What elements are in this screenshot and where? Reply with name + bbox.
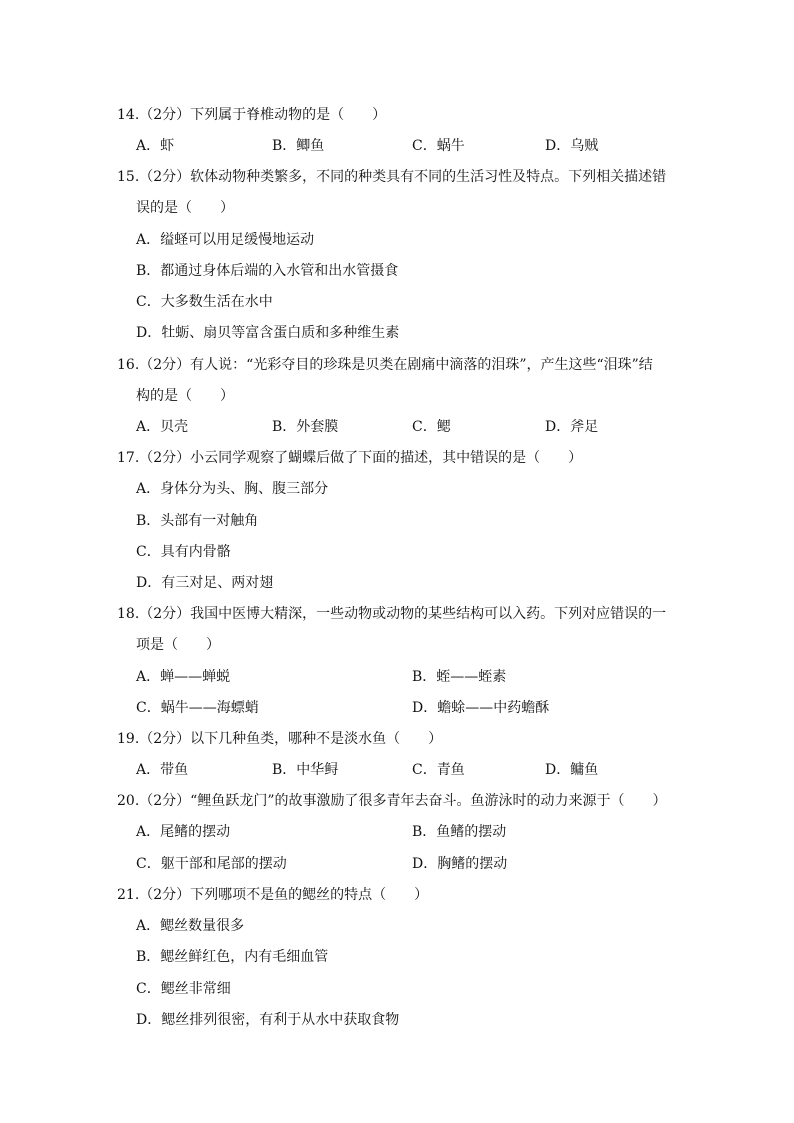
question-14-title: 14.（2分）下列属于脊椎动物的是（ ） <box>117 107 387 123</box>
question-18-title: 18.（2分）我国中医博大精深，一些动物或动物的某些结构可以入药。下列对应错误的一 <box>117 606 667 622</box>
question-17-option-c[interactable]: C．具有内骨骼 <box>136 544 231 560</box>
question-15-option-a[interactable]: A．缢蛏可以用足缓慢地运动 <box>136 232 315 248</box>
question-21-option-c[interactable]: C．鳃丝非常细 <box>136 981 231 997</box>
question-21-title: 21.（2分）下列哪项不是鱼的鳃丝的特点（ ） <box>117 887 429 903</box>
question-20-option-d[interactable]: D．胸鳍的摆动 <box>412 856 508 872</box>
question-20-option-b[interactable]: B．鱼鳍的摆动 <box>412 824 507 840</box>
question-14-option-a[interactable]: A．虾 <box>136 138 175 154</box>
question-15-option-b[interactable]: B．都通过身体后端的入水管和出水管摄食 <box>136 263 399 279</box>
question-15-title: 15.（2分）软体动物种类繁多，不同的种类具有不同的生活习性及特点。下列相关描述错 <box>117 169 667 185</box>
question-20-option-c[interactable]: C．躯干部和尾部的摆动 <box>136 856 287 872</box>
question-18-option-a[interactable]: A．蝉——蝉蜕 <box>136 669 231 685</box>
question-14-option-d[interactable]: D．乌贼 <box>545 138 599 154</box>
question-18-title-cont: 项是（ ） <box>136 637 220 653</box>
question-16-option-d[interactable]: D．斧足 <box>545 419 599 435</box>
question-16-option-a[interactable]: A．贝壳 <box>136 419 189 435</box>
question-17-title: 17.（2分）小云同学观察了蝴蝶后做了下面的描述，其中错误的是（ ） <box>117 450 583 466</box>
question-21-option-b[interactable]: B．鳃丝鲜红色，内有毛细血管 <box>136 949 329 965</box>
question-20-option-a[interactable]: A．尾鳍的摆动 <box>136 824 231 840</box>
question-16-title: 16.（2分）有人说：“光彩夺目的珍珠是贝类在剧痛中滴落的泪珠”，产生这些“泪珠”结 <box>117 357 653 373</box>
question-18-option-b[interactable]: B．蛭——蛭素 <box>412 669 507 685</box>
question-17-option-a[interactable]: A．身体分为头、胸、腹三部分 <box>136 481 329 497</box>
question-21-option-a[interactable]: A．鳃丝数量很多 <box>136 918 245 934</box>
question-16-option-b[interactable]: B．外套膜 <box>272 419 339 435</box>
question-14-option-c[interactable]: C．蜗牛 <box>412 138 465 154</box>
question-19-option-c[interactable]: C．青鱼 <box>412 762 465 778</box>
question-16-option-c[interactable]: C．鳃 <box>412 419 451 435</box>
question-16-title-cont: 构的是（ ） <box>136 388 234 404</box>
question-15-option-d[interactable]: D．牡蛎、扇贝等富含蛋白质和多种维生素 <box>136 325 400 341</box>
question-18-option-c[interactable]: C．蜗牛——海螵蛸 <box>136 700 259 716</box>
question-15-title-cont: 误的是（ ） <box>136 200 234 216</box>
question-18-option-d[interactable]: D．蟾蜍——中药蟾酥 <box>412 700 550 716</box>
question-21-option-d[interactable]: D．鳃丝排列很密，有利于从水中获取食物 <box>136 1012 400 1028</box>
question-19-title: 19.（2分）以下几种鱼类，哪种不是淡水鱼（ ） <box>117 731 443 747</box>
question-15-option-c[interactable]: C．大多数生活在水中 <box>136 294 273 310</box>
question-19-option-d[interactable]: D．鳙鱼 <box>545 762 599 778</box>
question-19-option-b[interactable]: B．中华鲟 <box>272 762 339 778</box>
question-14-option-b[interactable]: B．鲫鱼 <box>272 138 325 154</box>
question-20-title: 20.（2分）“鲤鱼跃龙门”的故事激励了很多青年去奋斗。鱼游泳时的动力来源于（ ） <box>117 793 667 809</box>
question-19-option-a[interactable]: A．带鱼 <box>136 762 189 778</box>
question-17-option-d[interactable]: D．有三对足、两对翅 <box>136 575 274 591</box>
question-17-option-b[interactable]: B．头部有一对触角 <box>136 513 259 529</box>
